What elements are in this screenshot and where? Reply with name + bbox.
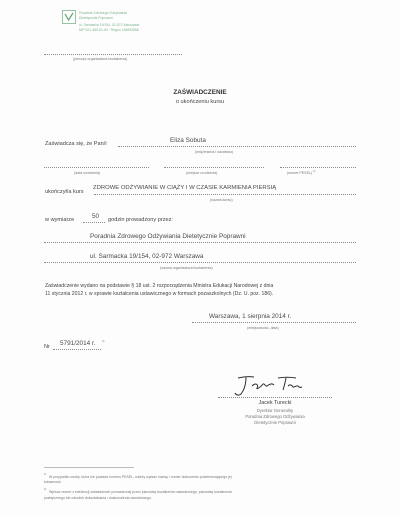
course-name: ZDROWE ODŻYWIANIE W CIĄŻY I W CZASIE KARMIENIA PIERSIĄ [93,185,277,191]
organizer-address: ul. Sarmacka 19/154, 02-972 Warszawa [90,253,204,260]
document-title: ZAŚWIADCZENIE [173,89,227,96]
place-date-dotted-line [192,322,356,323]
signature-dotted-line [218,397,332,398]
footnote-2-line-1: Wpisać numer z ewidencji zaświadczeń prowadzonej przez placówkę kształcenia ustawicznego, placówkę kształcenia [49,490,232,494]
place-date-caption: (miejscowość, data) [247,326,279,330]
stamp-dotted-line [44,54,182,55]
hours-prefix: w wymiarze [45,217,75,223]
stamp-caption: (pieczęć organizatora kształcenia) [73,57,128,61]
stamp-line-2: Dietetycznie Poprawni [79,16,113,20]
document-subtitle: o ukończeniu kursu [175,99,225,105]
footnote-1-line-1: W przypadku osoby, która nie posiada numeru PESEL, należy wpisać nazwę i numer dokumentu potwierdzającego jej [49,475,232,479]
stamp-line-4: NIP 521-365-61-60 · Regon 146692866 [79,28,139,32]
signatory-name: Jacek Turecki [258,400,292,406]
organizer-name-dotted-line [44,242,356,243]
organizer-name: Poradnia Zdrowego Odżywiania Dietetycznie Poprawni [90,233,246,240]
stamp-line-3: ul. Sarmacka 19/154, 02-972 Warszawa [79,23,140,27]
birth-place-dotted-line [164,167,264,168]
organizer-stamp [60,9,140,37]
handwritten-signature [232,372,304,398]
hours-value: 50 [92,213,100,220]
certify-prefix: Zaświadcza się, że Pan/i [45,141,107,147]
legal-basis-line-1: Zaświadczenie wydano na podstawie § 18 ust. 2 rozporządzenia Ministra Edukacji Narodowej z dnia [45,283,274,289]
footnote-2-mark: 2) [44,488,47,491]
certificate-number: 5791/2014 r. [60,340,96,347]
organizer-address-dotted-line [44,262,356,263]
birth-date-dotted-line [44,167,149,168]
hours-dotted-line [83,222,105,223]
footnote-2-line-2: praktycznego lub ośrodek dokształcania i doskonalenia zawodowego. [44,496,152,500]
stamp-line-1: Poradnia Zdrowego Odżywiania [79,11,128,15]
birth-date-caption: (data urodzenia) [74,171,101,175]
footnote-1-line-2: tożsamość. [44,480,62,484]
name-caption: (imię/imiona i nazwisko) [195,150,234,154]
signatory-role-3: Dietetycznie Poprawni [254,420,296,425]
pesel-dotted-line [280,167,356,168]
course-caption: (nazwa kursu) [210,198,233,202]
completed-prefix: ukończył/a kurs [45,189,84,195]
organizer-caption: (nazwa organizatora kształcenia) [160,266,213,270]
pesel-footnote-mark: 1) [313,169,316,173]
place-date: Warszawa, 1 sierpnia 2014 r. [209,313,292,320]
stamp-logo-icon [62,10,76,24]
footnotes-separator [44,467,134,468]
number-prefix: Nr [44,344,50,350]
name-dotted-line [118,146,356,147]
number-dotted-line [53,349,101,350]
signatory-role-2: Poradnia Zdrowego Odżywiania [245,414,305,419]
person-name: Eliza Sobuta [170,137,206,144]
birth-place-caption: (miejsce urodzenia) [186,171,218,175]
hours-suffix: godzin prowadzony przez: [108,217,173,223]
course-dotted-line [94,194,356,195]
pesel-caption: (numer PESEL) [287,171,313,175]
footnote-1-mark: 1) [44,473,47,476]
signatory-role-1: Dyrektor Generalny [256,408,294,413]
legal-basis-line-2: 11 stycznia 2012 r. w sprawie kształcenia ustawicznego w formach pozaszkolnych (Dz. U. poz. 186). [45,291,274,297]
number-footnote-mark: 2) [102,339,105,343]
